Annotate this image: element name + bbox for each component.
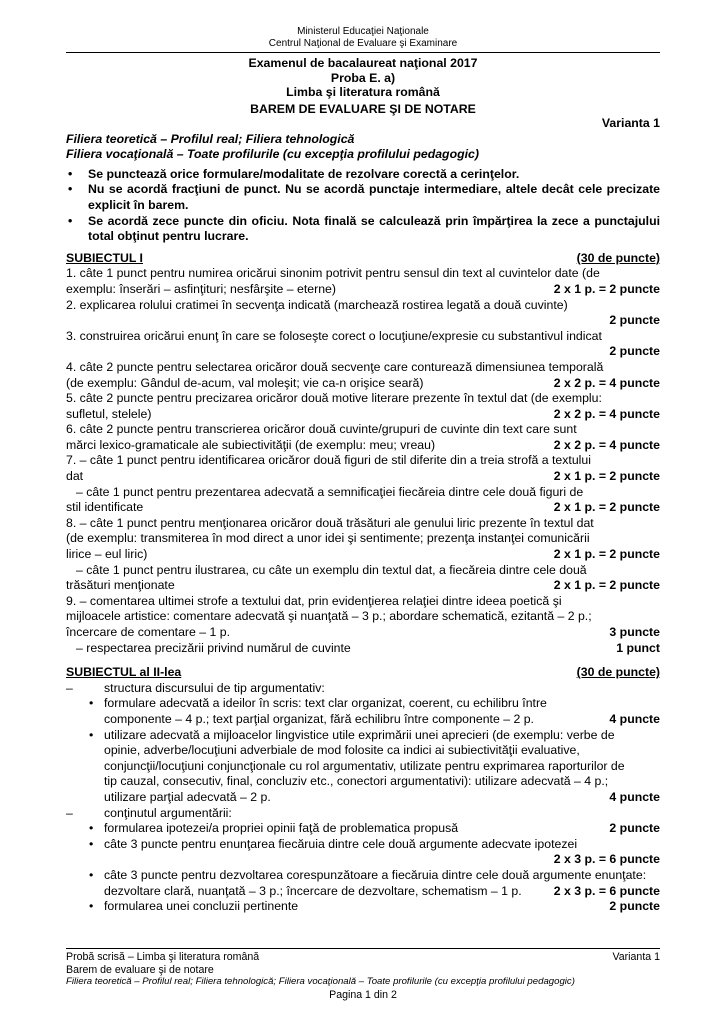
bullet-icon: • [89, 836, 94, 851]
footer-barem: Barem de evaluare şi de notare [66, 963, 214, 976]
score: 2 puncte [609, 899, 660, 914]
score: 2 x 3 p. = 6 puncte [553, 883, 660, 898]
rule-item: • Se acordă zece puncte din oficiu. Nota finală se calculează prin împărţirea la zece a punctajului total obţinut pentru lucrare. [66, 214, 660, 245]
item-9-row-2: – respectarea precizării privind numărul de cuvinte 1 punct [76, 640, 660, 655]
sub-criterion-line: tip cauzal, consecutiv, final, concluziv etc., conectori argumentativi): utilizare adecvată – 4 p.; [104, 774, 609, 789]
item-8-text-b: (de exemplu: transmiterea în mod direct a unor idei şi sentimente; prezenţa instanţei comunicării [66, 531, 590, 546]
item-1-text: 1. câte 1 punct pentru numirea oricărui sinonim potrivit pentru sensul din text al cuvintelor date (de [66, 266, 600, 281]
footer-filiera: Filiera teoretică – Profilul real; Filiera tehnologică; Filiera vocaţională – Toate profilurile (cu excepţia profilului pedagogic) [66, 976, 575, 988]
page-header [66, 26, 660, 50]
score: 2 x 1 p. = 2 puncte [553, 500, 660, 515]
item-3-text: 3. construirea oricărui enunţ în care se foloseşte corect o locuţiune/expresie cu substantivul indicat [66, 328, 602, 343]
rule-item: • Nu se acordă fracţiuni de punct. Nu se acordă punctaje intermediare, altele decât cele precizate explicit în barem. [66, 182, 660, 213]
section-heading-2 [66, 665, 660, 681]
exam-title: Examenul de bacalaureat naţional 2017 [248, 56, 478, 70]
bullet-icon: • [89, 899, 94, 914]
score: 2 x 2 p. = 4 puncte [553, 437, 660, 452]
score: 2 puncte [609, 821, 660, 836]
center-name: Centrul Naţional de Evaluare şi Examinare [268, 38, 458, 49]
item-7-text: 7. – câte 1 punct pentru identificarea oricăror două figuri de stil diferite din a treia strofă a textului [66, 453, 591, 468]
sub-criterion: • câte 3 puncte pentru enunţarea fiecăruia dintre cele două argumente adecvate ipotezei [89, 836, 578, 851]
subject-title: Limba şi literatura română [286, 85, 440, 99]
filiera-line-1: Filiera teoretică – Profilul real; Filiera tehnologică [66, 131, 355, 146]
item-9-text-b: mijloacele artistice: comentare adecvată şi nuanţată – 3 p.; abordare schematică, ezitantă – 2 p.; [66, 609, 592, 624]
criterion-structure: – structura discursului de tip argumentativ: [66, 680, 325, 695]
score: 2 x 1 p. = 2 puncte [553, 469, 660, 484]
item-7-row-2: stil identificate 2 x 1 p. = 2 puncte [66, 500, 660, 515]
item-4-row: (de exemplu: Gândul de-acum, val moleşit; vie ca-n orişice seară) 2 x 2 p. = 4 puncte [66, 375, 660, 390]
score: 2 x 1 p. = 2 puncte [553, 547, 660, 562]
item-5-row: sufletul, stelele) 2 x 2 p. = 4 puncte [66, 406, 660, 421]
item-8-text-2: – câte 1 punct pentru ilustrarea, cu câte un exemplu din textul dat, a fiecăreia dintre cele două [76, 562, 587, 577]
footer-exam: Probă scrisă – Limba şi literatura română [66, 951, 260, 963]
document-page [66, 26, 660, 915]
item-1-row: exemplu: înserări – asfinţituri; nesfârşite – eterne) 2 x 1 p. = 2 puncte [66, 281, 660, 296]
page-footer [66, 948, 660, 1001]
score: 2 x 2 p. = 4 puncte [553, 375, 660, 390]
score: 1 punct [616, 640, 660, 655]
filiera-line-2: Filiera vocaţională – Toate profilurile (cu excepţia profilului pedagogic) [66, 147, 479, 162]
section-heading-1 [66, 251, 660, 267]
sub-criterion: • câte 3 puncte pentru dezvoltarea corespunzătoare a fiecăruia dintre cele două argumente enunţate: [89, 867, 647, 882]
barem-title: BAREM DE EVALUARE ŞI DE NOTARE [250, 101, 476, 116]
sub-criterion-line: conjuncţii/locuţiuni conjuncţionale cu rol argumentativ, utilizate pentru exprimarea raporturilor de [104, 758, 625, 773]
sub-criterion-row: • formularea ipotezei/a propriei opinii faţă de problematica propusă 2 puncte [89, 821, 660, 836]
score: 2 x 3 p. = 6 puncte [553, 852, 660, 867]
bullet-icon: • [89, 727, 94, 742]
header-divider [66, 52, 660, 53]
item-7-row: dat 2 x 1 p. = 2 puncte [66, 469, 660, 484]
page-number: Pagina 1 din 2 [329, 988, 397, 1001]
dash-icon: – [66, 805, 73, 820]
section-title: SUBIECTUL I [66, 250, 143, 265]
item-8-row-2: trăsături menţionate 2 x 1 p. = 2 puncte [66, 578, 660, 593]
sub-criterion-line: opinie, adverbe/locuţiuni adverbiale de mod folosite ca indici ai subiectivităţii evaluative, [104, 743, 580, 758]
item-6-text: 6. câte 2 puncte pentru transcrierea oricăror două cuvinte/grupuri de cuvinte din text care sunt [66, 422, 577, 437]
score: 2 x 1 p. = 2 puncte [553, 578, 660, 593]
section-points: (30 de puncte) [576, 250, 660, 265]
score: 4 puncte [609, 711, 660, 726]
general-rules [66, 167, 660, 245]
rule-item: • Se punctează orice formulare/modalitate de rezolvare corectă a cerinţelor. [66, 167, 660, 183]
item-9-row: încercare de comentare – 1 p. 3 puncte [66, 625, 660, 639]
bullet-icon: • [89, 696, 94, 711]
footer-divider [66, 948, 660, 949]
bullet-icon: • [89, 867, 94, 882]
item-8-text: 8. – câte 1 punct pentru menţionarea oricăror două trăsături ale genului liric prezente în textul dat [66, 515, 594, 530]
score: 3 puncte [609, 625, 660, 639]
proba-title: Proba E. a) [330, 70, 396, 85]
score: 2 puncte [609, 344, 660, 359]
sub-criterion: • formulare adecvată a ideilor în scris: text clar organizat, coerent, cu echilibru între [89, 696, 547, 711]
score: 4 puncte [609, 789, 660, 804]
dash-icon: – [66, 680, 73, 695]
score: 2 puncte [609, 313, 660, 328]
bullet-icon: • [89, 821, 94, 836]
footer-variant: Varianta 1 [612, 951, 660, 963]
item-6-row: mărci lexico-gramaticale ale subiectivităţii (de exemplu: meu; vreau) 2 x 2 p. = 4 puncte [66, 437, 660, 452]
item-4-text: 4. câte 2 puncte pentru selectarea oricăror două secvenţe care conturează dimensiunea temporală [66, 359, 604, 374]
score: 2 x 1 p. = 2 puncte [553, 281, 660, 296]
score: 2 x 2 p. = 4 puncte [553, 406, 660, 421]
sub-criterion-row: utilizare parţial adecvată – 2 p. 4 puncte [104, 789, 660, 804]
item-9-text: 9. – comentarea ultimei strofe a textului dat, prin evidenţierea relaţiei dintre ideea poetică şi [66, 593, 562, 608]
ministry-name: Ministerul Educaţiei Naţionale [297, 26, 429, 37]
item-5-text: 5. câte 2 puncte pentru precizarea oricăror două motive literare prezente în textul dat (de exemplu: [66, 391, 602, 406]
item-2-text: 2. explicarea rolului cratimei în secvenţa indicată (marchează rostirea legată a două cuvinte) [66, 297, 568, 312]
sub-criterion: • utilizare adecvată a mijloacelor lingvistice utile exprimării unei aprecieri (de exemplu: verbe de [89, 727, 615, 742]
section-points: (30 de puncte) [576, 665, 660, 680]
sub-criterion-row: dezvoltare clară, nuanţată – 3 p.; încercare de dezvoltare, schematism – 1 p. 2 x 3 p. = 6 puncte [104, 883, 660, 898]
section-title: SUBIECTUL al II-lea [66, 665, 182, 680]
criterion-content: – conţinutul argumentării: [66, 805, 232, 820]
sub-criterion-row: • formularea unei concluzii pertinente 2 puncte [89, 899, 660, 914]
sub-criterion-row: componente – 4 p.; text parţial organizat, fără echilibru între componente – 2 p. 4 puncte [104, 711, 660, 726]
variant-label: Varianta 1 [601, 116, 660, 130]
item-7-text-2: – câte 1 punct pentru prezentarea adecvată a semnificaţiei fiecăreia dintre cele două figuri de [76, 484, 584, 499]
item-8-row: lirice – eul liric) 2 x 1 p. = 2 puncte [66, 547, 660, 562]
